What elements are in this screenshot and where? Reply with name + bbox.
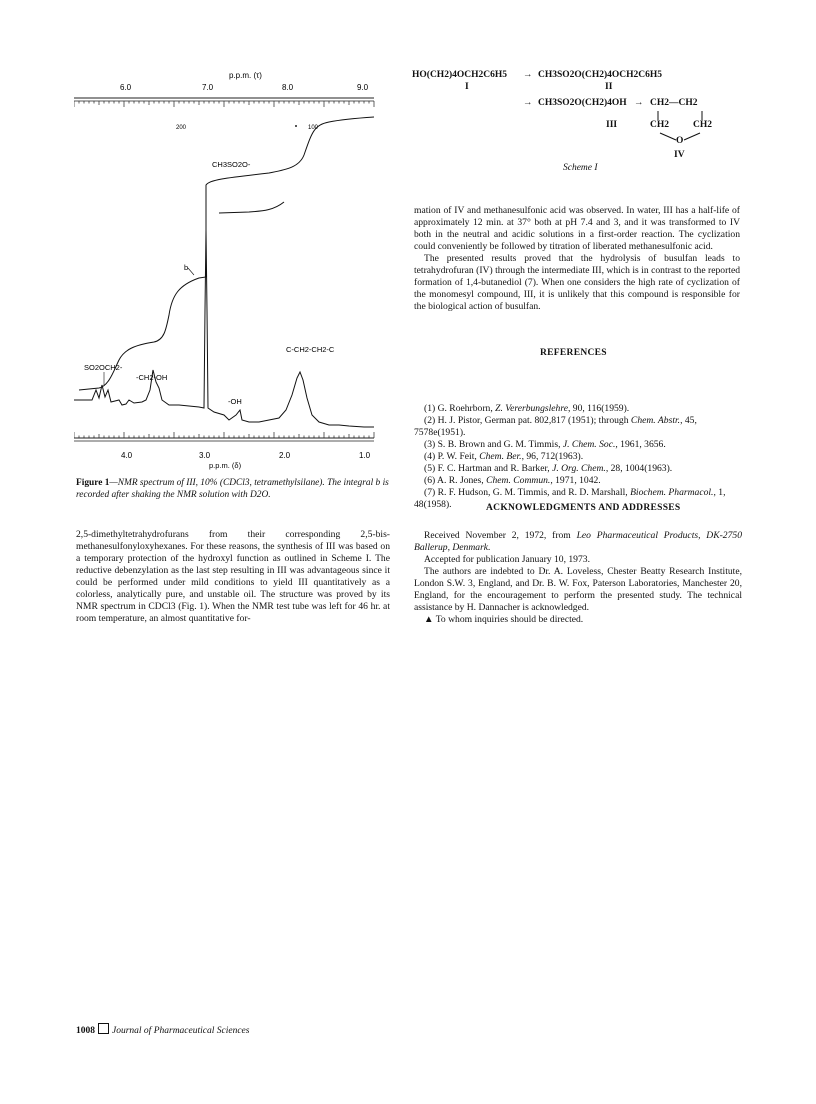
scheme-caption: Scheme I bbox=[563, 163, 598, 173]
reference-item: (6) A. R. Jones, Chem. Commun., 1971, 1042. bbox=[424, 475, 601, 486]
ack-heading: ACKNOWLEDGMENTS AND ADDRESSES bbox=[486, 503, 681, 513]
references-list bbox=[414, 403, 742, 511]
paragraph: The presented results proved that the hydrolysis of busulfan leads to tetrahydrofuran (IV) through the intermediate III, which is in contrast to the reported formation of 1,4-butanediol (7). When one considers the high rate of cyclization of the monomesyl compound, III, it is unlikely that this compound is responsible for the biological action of busulfan. bbox=[414, 253, 740, 312]
page-number: 1008 bbox=[76, 1026, 95, 1036]
spectrum-trace bbox=[74, 230, 374, 427]
reference-item: (7) R. F. Hudson, G. M. Timmis, and R. D. Marshall, Biochem. Pharmacol., 1, 48(1958). bbox=[414, 487, 726, 510]
reference-item: (3) S. B. Brown and G. M. Timmis, J. Chem. Soc., 1961, 3656. bbox=[424, 439, 666, 450]
top-tick-label: 7.0 bbox=[202, 83, 214, 92]
label-ch2oh: -CH2-OH bbox=[136, 373, 168, 382]
journal-name: Journal of Pharmaceutical Sciences bbox=[112, 1026, 250, 1036]
reference-item: (5) F. C. Hartman and R. Barker, J. Org. Chem., 28, 1004(1963). bbox=[424, 463, 673, 474]
scheme-label-II: II bbox=[605, 82, 613, 92]
label-pointer bbox=[188, 268, 194, 275]
ack-accepted: Accepted for publication January 10, 1973. bbox=[424, 554, 590, 565]
arrow-icon: → bbox=[634, 98, 644, 108]
top-axis-ticks bbox=[74, 101, 374, 107]
scheme-label-I: I bbox=[465, 82, 469, 92]
bottom-tick-label: 1.0 bbox=[359, 451, 371, 460]
scheme-label-IV: IV bbox=[674, 150, 685, 160]
arrow-icon: → bbox=[523, 70, 533, 80]
label-ch3so2o: CH3SO2O- bbox=[212, 160, 251, 169]
scale-mark: 200 bbox=[176, 125, 187, 131]
references-heading: REFERENCES bbox=[540, 348, 607, 358]
paragraph: mation of IV and methanesulfonic acid was observed. In water, III has a half-life of approximately 12 min. at 37° both at pH 7.4 and 3, and it was transformed to IV both in the neutral and acidic solutions in a first-order reaction. The cyclization could conveniently be followed by titration of liberated methanesulfonic acid. bbox=[414, 205, 740, 252]
figure-caption-text: —NMR spectrum of III, 10% (CDCl3, tetramethylsilane). The integral b is recorded after shaking the NMR solution with D2O. bbox=[76, 478, 389, 500]
right-column-text bbox=[414, 205, 740, 313]
bottom-tick-label: 3.0 bbox=[199, 451, 211, 460]
scale-mark: 100 bbox=[308, 125, 319, 131]
bottom-tick-label: 2.0 bbox=[279, 451, 291, 460]
bottom-tick-label: 4.0 bbox=[121, 451, 133, 460]
integral-b-curve bbox=[219, 202, 284, 213]
box-icon bbox=[98, 1023, 109, 1034]
label-integral-b: b bbox=[184, 263, 189, 272]
reference-item: (4) P. W. Feit, Chem. Ber., 96, 712(1963). bbox=[424, 451, 584, 462]
nmr-figure bbox=[74, 70, 394, 470]
ack-inquiries: ▲ To whom inquiries should be directed. bbox=[424, 614, 584, 625]
figure-caption-label: Figure 1 bbox=[76, 478, 110, 488]
scheme-ring-left: CH2 bbox=[650, 120, 669, 130]
reference-item: (1) G. Roehrborn, Z. Vererbungslehre, 90, 116(1959). bbox=[424, 403, 630, 414]
scheme-ring-top: CH2—CH2 bbox=[650, 98, 698, 108]
scheme-compound-II: CH3SO2O(CH2)4OCH2C6H5 bbox=[538, 70, 663, 80]
top-axis-label: p.p.m. (τ) bbox=[229, 71, 262, 80]
scheme-compound-I: HO(CH2)4OCH2C6H5 bbox=[412, 70, 507, 80]
scheme-label-III: III bbox=[606, 120, 618, 130]
label-so2och2: SO2OCH2- bbox=[84, 363, 123, 372]
nmr-spectrum-plot bbox=[74, 70, 394, 470]
left-column-text bbox=[76, 529, 390, 625]
ack-received: Received November 2, 1972, from Leo Pharmaceutical Products, DK-2750 Ballerup, Denmark. bbox=[414, 530, 742, 553]
paragraph: 2,5-dimethyltetrahydrofurans from their corresponding 2,5-bis-methanesulfonyloxyhexanes. For these reasons, the synthesis of III was based on a temporary protection of the hydroxyl function as outlined in Scheme I. The reductive debenzylation as the last step resulting in III was advantageous since it could be performed under mild conditions to yield III quantitatively as a colorless, analytically pure, and unstable oil. The structure was proved by its NMR spectrum in CDCl3 (Fig. 1). When the NMR test tube was left for 46 hr. at room temperature, an almost quantitative for- bbox=[76, 529, 390, 624]
arrow-icon: → bbox=[523, 98, 533, 108]
bottom-axis-label: p.p.m. (δ) bbox=[209, 461, 242, 470]
page-footer bbox=[76, 1023, 249, 1036]
reference-item: (2) H. J. Pistor, German pat. 802,817 (1951); through Chem. Abstr., 45, 7578e(1951). bbox=[414, 415, 697, 438]
label-cchcc: C-CH2-CH2-C bbox=[286, 345, 335, 354]
top-tick-label: 8.0 bbox=[282, 83, 294, 92]
figure-caption bbox=[76, 477, 394, 501]
reaction-scheme bbox=[410, 68, 750, 193]
ack-thanks: The authors are indebted to Dr. A. Loveless, Chester Beatty Research Institute, London S.W. 3, England, and Dr. B. W. Fox, Paterson Laboratories, Manchester 20, England, for the encouragement to perform the presented study. The technical assistance by H. Dannacher is acknowledged. bbox=[414, 566, 742, 613]
bottom-axis-ticks bbox=[74, 432, 374, 438]
acknowledgments bbox=[414, 530, 742, 626]
top-tick-label: 9.0 bbox=[357, 83, 369, 92]
top-tick-label: 6.0 bbox=[120, 83, 132, 92]
scheme-ring-oxygen: O bbox=[676, 136, 684, 146]
scheme-ring-right: CH2 bbox=[693, 120, 712, 130]
scheme-compound-III: CH3SO2O(CH2)4OH bbox=[538, 98, 627, 108]
label-oh: -OH bbox=[228, 397, 242, 406]
ring-bonds bbox=[650, 108, 720, 148]
scale-dot bbox=[295, 125, 297, 127]
